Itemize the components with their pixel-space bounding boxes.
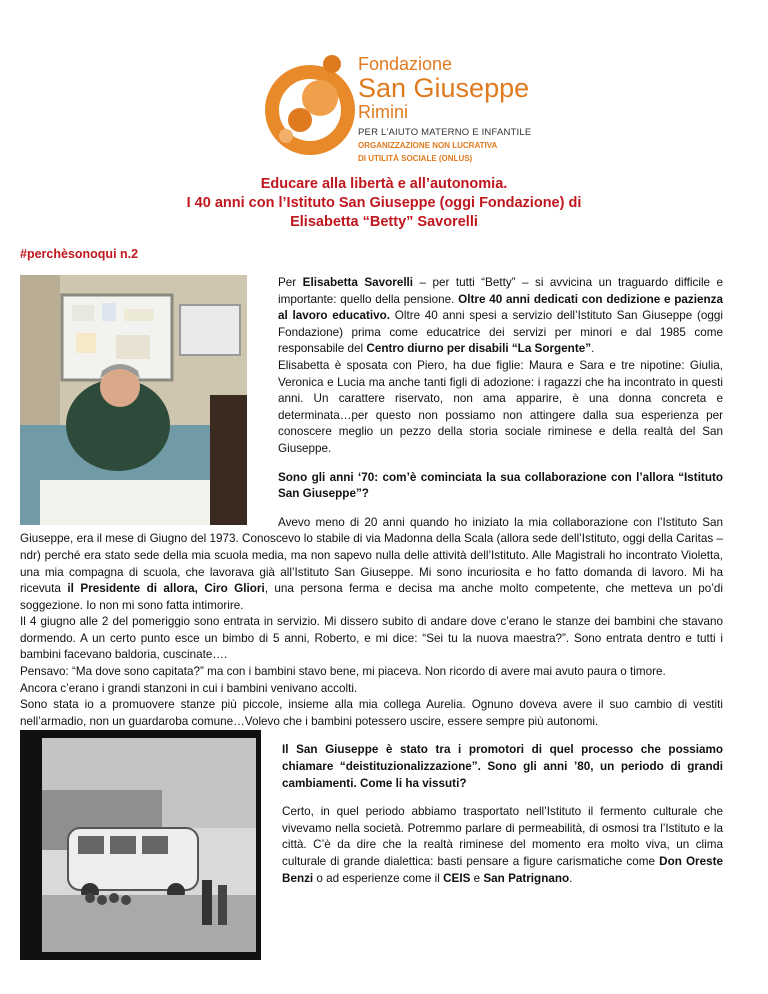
logo-line-fondazione: Fondazione (358, 54, 453, 74)
p8-patrignano: San Patrignano (483, 871, 570, 885)
logo-line-tagline: PER L'AIUTO MATERNO E INFANTILE (358, 127, 532, 138)
p8-text-a: Certo, in quel periodo abbiamo trasportato nell’Istituto il fermento culturale che vivevamo nella società. Potremmo parlare di permeabilità, di osmosi tra l’Istituto e la città. C’è da dire che la realtà riminese del momento era molto viva, un clima culturale di grande dialettica: basti pensare a figure carismatiche come (282, 805, 723, 868)
paragraph-thoughts: Pensavo: “Ma dove sono capitata?” ma con i bambini stavo bene, mi piaceva. Non ricordo di avere mai avuto paura o timore. (20, 665, 666, 679)
article-body (20, 275, 723, 960)
p1-text-a: Per (278, 276, 303, 289)
question-1: Sono gli anni ‘70: com’è cominciata la sua collaborazione con l’allora “Istituto San Giuseppe”? (278, 470, 723, 501)
p8-ceis: CEIS (443, 871, 471, 885)
p1-centro: Centro diurno per disabili “La Sorgente” (366, 342, 592, 356)
office-photo-icon (20, 275, 247, 525)
p1-name: Elisabetta Savorelli (302, 276, 414, 289)
p8-text-c: o ad esperienze come il (313, 871, 444, 885)
p1-text-c: – per tutti “Betty” – si avvicina un traguardo difficile e importante: quello della pensione. (278, 276, 724, 306)
logo-line-onlus-1: ORGANIZZAZIONE NON LUCRATIVA (358, 141, 498, 150)
question-2: Il San Giuseppe è stato tra i promotori di quel processo che possiamo chiamare “deistituzionalizzazione”. Sono gli anni ’80, un periodo di grandi cambiamenti. Come li ha vissuti? (282, 743, 723, 790)
p1-text-g: . (591, 342, 595, 356)
article-title (60, 175, 708, 232)
logo-line-rimini: Rimini (358, 102, 409, 122)
logo-line-onlus-2: DI UTILITÀ SOCIALE (ONLUS) (358, 154, 473, 163)
p1-highlight: Oltre 40 anni dedicati con dedizione e pazienza al lavoro educativo. (278, 292, 723, 323)
p8-text-g: . (569, 871, 573, 885)
p3-text-a: Avevo meno di 20 anni quando ho iniziato la mia collaborazione con l’Istituto San Giuseppe, era il mese di Giugno del 1973. Conoscevo lo stabile di via Madonna della Scala (allora sede dell’Istituto, oggi della Caritas – ndr) perché era stato sede della mia scuola media, ma non sapevo nulla delle attività dell’Istituto. Alle Magistrali ho incontrato Violetta, una mia compagna di scuola, che lavorava già all’Istituto San Giuseppe. Mi sono incuriosita e ho fatto domanda di lavoro. Mi ha ricevuta (20, 515, 723, 596)
hashtag: #perchèsonoqui n.2 (20, 247, 139, 261)
paragraph-autonomy: Sono stata io a promuovere stanze più piccole, insieme alla mia collega Aurelia. Ognuno doveva avere il suo cambio di vestiti nell’armadio, non un guardaroba comune…Volevo che i bambini potessero uscire, essere sempre più autonomi. (20, 698, 723, 728)
logo-text (358, 54, 531, 164)
photo-archive (20, 730, 261, 960)
p3-text-c: , una persona ferma e decisa ma anche molto competente, che metteva un po’di soggezione. Io non mi sono fatta intimorire. (20, 582, 724, 612)
p1-text-e: Oltre 40 anni spesi a servizio dell’Istituto San Giuseppe (oggi Fondazione) prima come educatrice dei servizi per minori e dal 1985 come responsabile del (278, 309, 723, 356)
archive-photo-icon (20, 730, 261, 960)
p3-president: il Presidente di allora, Ciro Gliori (67, 582, 265, 596)
title-line-3: Elisabetta “Betty” Savorelli (290, 214, 478, 230)
p8-text-e: e (470, 871, 484, 885)
logo-line-san-giuseppe: San Giuseppe (358, 73, 530, 103)
paragraph-family: Elisabetta è sposata con Piero, ha due figlie: Maura e Sara e tre nipotine: Giulia, Veronica e Lucia ma anche tanti figli di adozione: i ragazzi che ha incontrato in questi anni. Un carattere riservato, non ama apparire, è una donna concreta e determinata…per questo non possiamo non attingere dalla sua esperienza per conoscere meglio un pezzo della storia sociale riminese e della realtà del San Giuseppe. (278, 358, 723, 455)
paragraph-first-day: Il 4 giugno alle 2 del pomeriggio sono entrata in servizio. Mi dissero subito di andare dove c’erano le stanze dei bambini che stavano dormendo. A un certo punto esce un bimbo di 5 anni, Roberto, e mi dice: “Sei tu la nuova maestra?”. Sono entrata dentro e tutti i bambini facevano baldoria, cuscinate…. (20, 615, 723, 662)
p8-benzi: Don Oreste Benzi (282, 855, 723, 885)
title-line-2: I 40 anni con l’Istituto San Giuseppe (oggi Fondazione) di (186, 195, 582, 211)
paragraph-rooms: Ancora c’erano i grandi stanzoni in cui i bambini venivano accolti. (20, 681, 358, 695)
photo-betty (20, 275, 252, 527)
title-line-1: Educare alla libertà e all’autonomia. (260, 176, 508, 192)
paragraph-start (20, 515, 723, 615)
